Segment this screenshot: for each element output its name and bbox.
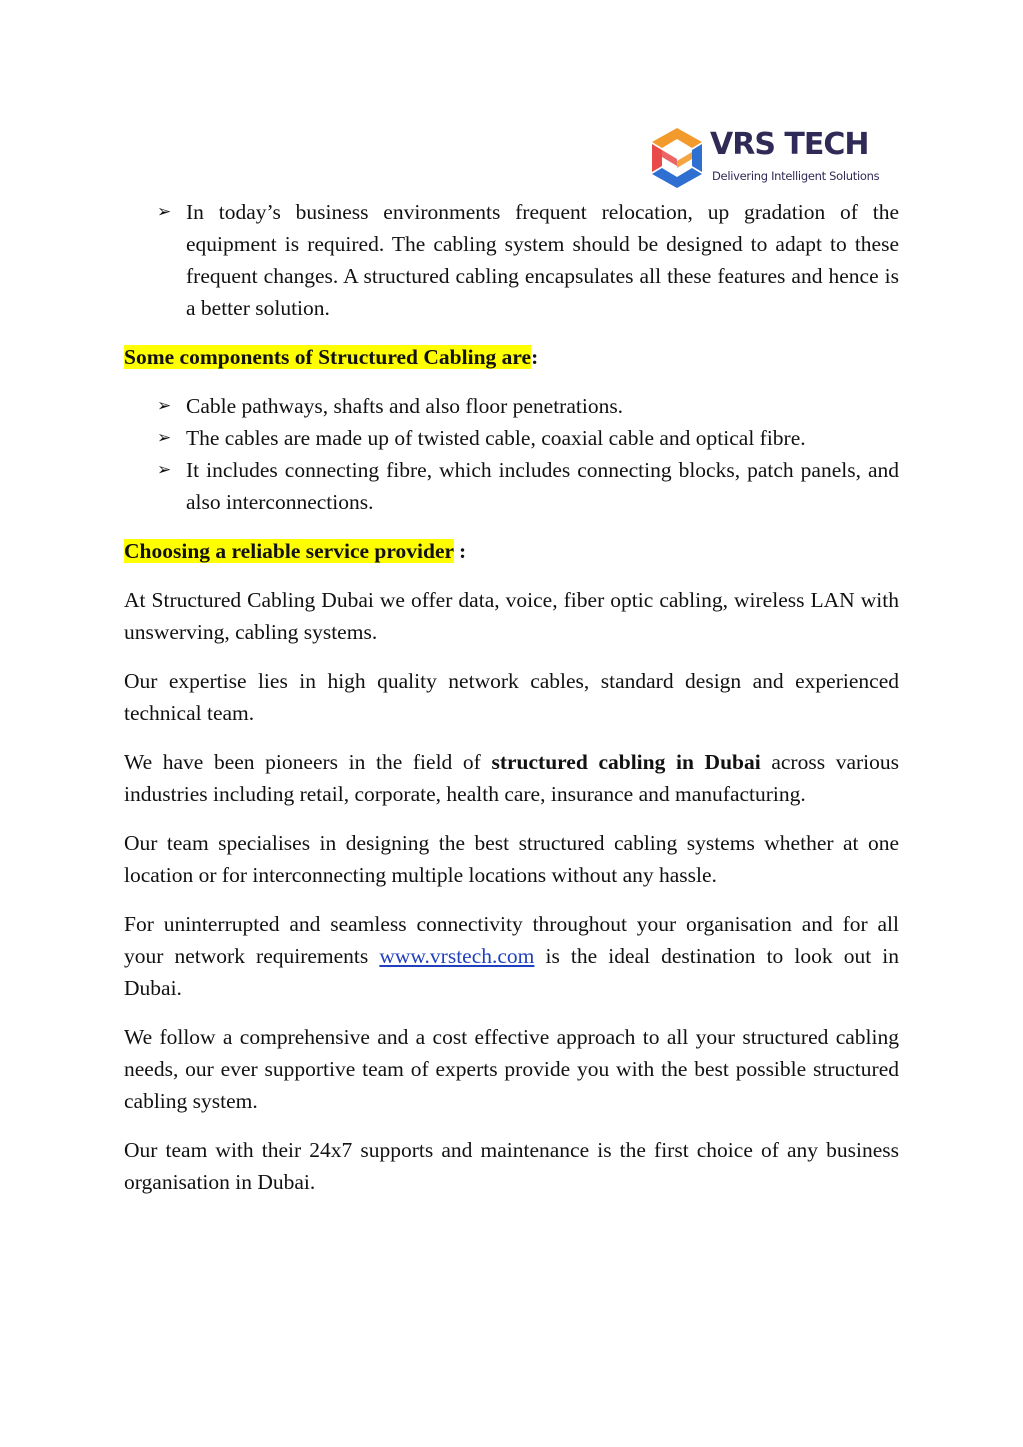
list-item [124,454,899,518]
paragraph-expertise: Our expertise lies in high quality network cables, standard design and experienced technical team. [124,669,899,725]
arrow-bullet-icon: ➢ [157,202,172,222]
paragraph-text: across various industries including retail, corporate, health care, insurance and manufacturing. [124,750,899,806]
intro-bullet-list [124,196,899,324]
document-body [124,196,899,1198]
logo-brand-name: VRS TECH [710,127,869,162]
paragraph-offerings: At Structured Cabling Dubai we offer data, voice, fiber optic cabling, wireless LAN with unswerving, cabling systems. [124,588,899,644]
vrs-cube-logo-icon [648,126,706,188]
list-item [124,390,899,422]
heading-suffix: : [531,345,539,369]
paragraph-text: is the ideal destination to look out in Dubai. [124,944,899,1000]
components-heading [124,341,899,373]
highlighted-heading-text: Choosing a reliable service provider [124,539,454,563]
paragraph-connectivity [124,908,899,1004]
website-link[interactable]: www.vrstech.com [379,944,535,968]
arrow-bullet-icon: ➢ [157,460,172,480]
paragraph-pioneers [124,746,899,810]
list-item-text: In today’s business environments frequent relocation, up gradation of the equipment is required. The cabling system should be designed to adapt to these frequent changes. A structured cabling encapsulates all these features and hence is a better solution. [186,200,899,320]
list-item [124,422,899,454]
vrs-tech-logo [648,124,898,190]
bold-keyword: structured cabling in Dubai [491,750,761,774]
list-item-text: It includes connecting fibre, which includes connecting blocks, patch panels, and also interconnections. [186,458,899,514]
list-item [124,196,899,324]
components-bullet-list [124,390,899,518]
paragraph-text: We have been pioneers in the field of [124,750,492,774]
arrow-bullet-icon: ➢ [157,396,172,416]
paragraph-text: For uninterrupted and seamless connectivity throughout your organisation and for all your network requirements [124,912,899,968]
heading-suffix: : [453,539,467,563]
list-item-text: Cable pathways, shafts and also floor penetrations. [186,394,624,418]
paragraph-support: Our team with their 24x7 supports and maintenance is the first choice of any business organisation in Dubai. [124,1138,899,1194]
paragraph-specialisation: Our team specialises in designing the best structured cabling systems whether at one location or for interconnecting multiple locations without any hassle. [124,831,899,887]
paragraph-approach: We follow a comprehensive and a cost effective approach to all your structured cabling needs, our ever supportive team of experts provide you with the best possible structured cabling system. [124,1025,899,1113]
logo-tagline: Delivering Intelligent Solutions [712,169,880,183]
list-item-text: The cables are made up of twisted cable, coaxial cable and optical fibre. [186,426,806,450]
provider-heading [124,535,899,567]
arrow-bullet-icon: ➢ [157,428,172,448]
highlighted-heading-text: Some components of Structured Cabling are [124,345,532,369]
